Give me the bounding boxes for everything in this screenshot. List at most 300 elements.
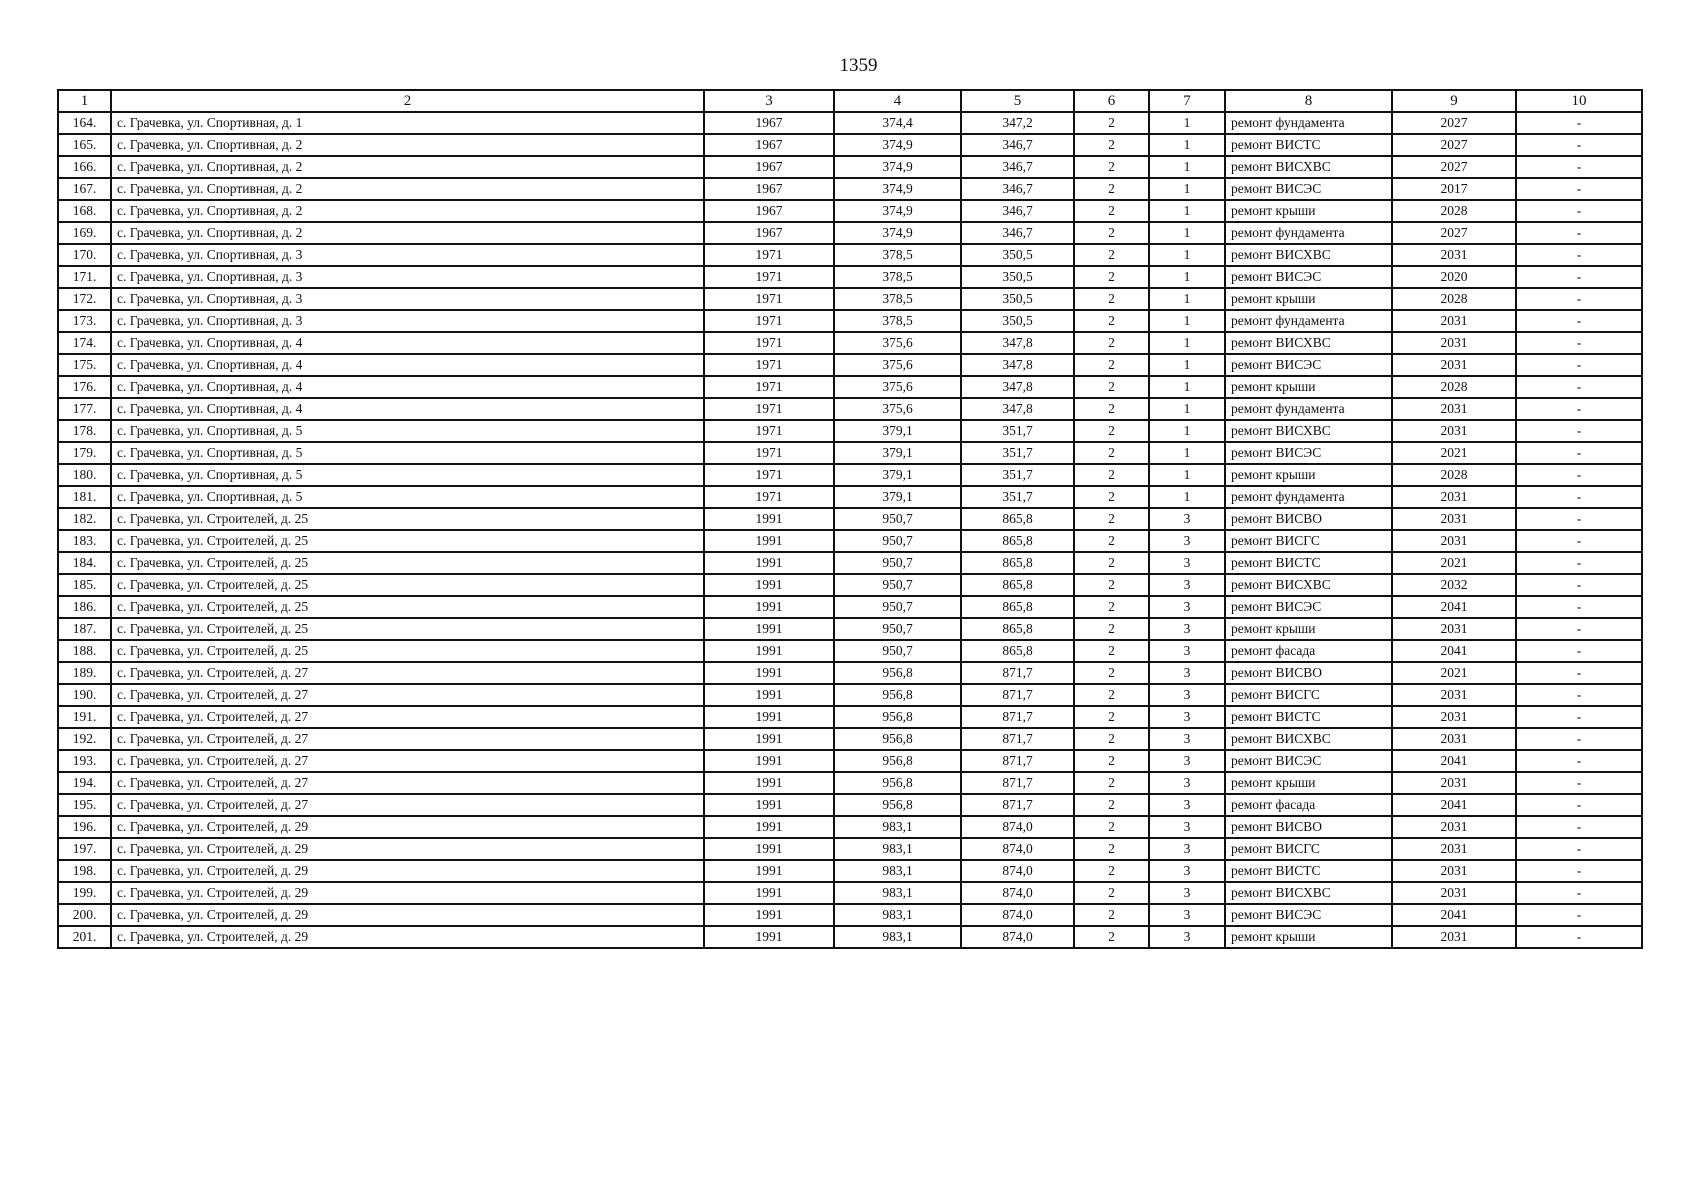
cell-work-type: ремонт ВИСХВС (1225, 156, 1392, 178)
cell-living-area: 347,8 (961, 398, 1074, 420)
cell-address: с. Грачевка, ул. Строителей, д. 29 (111, 816, 704, 838)
cell-total-area: 983,1 (834, 816, 961, 838)
cell-floors: 2 (1074, 398, 1149, 420)
table-row (58, 332, 1642, 354)
cell-row-number: 195. (58, 794, 111, 816)
cell-work-type: ремонт фундамента (1225, 222, 1392, 244)
cell-floors: 2 (1074, 640, 1149, 662)
cell-row-number: 166. (58, 156, 111, 178)
cell-row-number: 181. (58, 486, 111, 508)
cell-living-area: 865,8 (961, 508, 1074, 530)
table-row (58, 442, 1642, 464)
cell-row-number: 168. (58, 200, 111, 222)
cell-planned-year: 2028 (1392, 464, 1516, 486)
cell-address: с. Грачевка, ул. Строителей, д. 29 (111, 838, 704, 860)
cell-total-area: 378,5 (834, 244, 961, 266)
cell-planned-year: 2031 (1392, 354, 1516, 376)
cell-living-area: 865,8 (961, 640, 1074, 662)
cell-work-type: ремонт ВИСЭС (1225, 178, 1392, 200)
table-row (58, 134, 1642, 156)
cell-year-built: 1967 (704, 222, 834, 244)
cell-note: - (1516, 244, 1642, 266)
cell-entrances: 3 (1149, 794, 1225, 816)
cell-total-area: 374,9 (834, 156, 961, 178)
cell-total-area: 956,8 (834, 794, 961, 816)
cell-address: с. Грачевка, ул. Спортивная, д. 4 (111, 354, 704, 376)
cell-entrances: 1 (1149, 200, 1225, 222)
cell-address: с. Грачевка, ул. Строителей, д. 29 (111, 860, 704, 882)
cell-work-type: ремонт ВИСЭС (1225, 750, 1392, 772)
cell-entrances: 3 (1149, 530, 1225, 552)
cell-planned-year: 2028 (1392, 288, 1516, 310)
cell-planned-year: 2031 (1392, 728, 1516, 750)
cell-living-area: 346,7 (961, 222, 1074, 244)
cell-planned-year: 2021 (1392, 552, 1516, 574)
cell-floors: 2 (1074, 420, 1149, 442)
cell-year-built: 1991 (704, 596, 834, 618)
cell-planned-year: 2031 (1392, 772, 1516, 794)
table-row (58, 420, 1642, 442)
cell-year-built: 1971 (704, 442, 834, 464)
cell-note: - (1516, 376, 1642, 398)
cell-address: с. Грачевка, ул. Спортивная, д. 2 (111, 156, 704, 178)
cell-planned-year: 2028 (1392, 200, 1516, 222)
cell-address: с. Грачевка, ул. Спортивная, д. 4 (111, 398, 704, 420)
cell-planned-year: 2031 (1392, 684, 1516, 706)
cell-row-number: 190. (58, 684, 111, 706)
table-row (58, 508, 1642, 530)
cell-total-area: 956,8 (834, 706, 961, 728)
cell-year-built: 1971 (704, 244, 834, 266)
cell-year-built: 1991 (704, 552, 834, 574)
cell-floors: 2 (1074, 354, 1149, 376)
cell-row-number: 165. (58, 134, 111, 156)
cell-address: с. Грачевка, ул. Спортивная, д. 3 (111, 310, 704, 332)
cell-row-number: 167. (58, 178, 111, 200)
cell-planned-year: 2031 (1392, 398, 1516, 420)
cell-total-area: 956,8 (834, 662, 961, 684)
cell-work-type: ремонт ВИСХВС (1225, 420, 1392, 442)
cell-living-area: 351,7 (961, 420, 1074, 442)
cell-entrances: 1 (1149, 134, 1225, 156)
cell-work-type: ремонт крыши (1225, 464, 1392, 486)
cell-row-number: 187. (58, 618, 111, 640)
table-row (58, 178, 1642, 200)
column-header-1: 1 (58, 90, 111, 112)
cell-address: с. Грачевка, ул. Строителей, д. 29 (111, 926, 704, 948)
cell-row-number: 174. (58, 332, 111, 354)
cell-total-area: 956,8 (834, 750, 961, 772)
cell-total-area: 956,8 (834, 728, 961, 750)
cell-work-type: ремонт ВИСГС (1225, 684, 1392, 706)
cell-year-built: 1971 (704, 354, 834, 376)
table-row (58, 860, 1642, 882)
cell-living-area: 350,5 (961, 244, 1074, 266)
cell-total-area: 950,7 (834, 640, 961, 662)
cell-total-area: 374,9 (834, 200, 961, 222)
cell-note: - (1516, 486, 1642, 508)
cell-note: - (1516, 772, 1642, 794)
cell-note: - (1516, 156, 1642, 178)
cell-entrances: 1 (1149, 244, 1225, 266)
cell-year-built: 1971 (704, 332, 834, 354)
table-row (58, 486, 1642, 508)
cell-total-area: 950,7 (834, 618, 961, 640)
cell-living-area: 871,7 (961, 728, 1074, 750)
cell-note: - (1516, 552, 1642, 574)
cell-planned-year: 2031 (1392, 816, 1516, 838)
table-row (58, 882, 1642, 904)
cell-year-built: 1991 (704, 860, 834, 882)
cell-living-area: 346,7 (961, 134, 1074, 156)
cell-total-area: 378,5 (834, 266, 961, 288)
cell-planned-year: 2021 (1392, 662, 1516, 684)
cell-entrances: 1 (1149, 376, 1225, 398)
cell-entrances: 1 (1149, 332, 1225, 354)
cell-floors: 2 (1074, 310, 1149, 332)
cell-year-built: 1991 (704, 618, 834, 640)
cell-total-area: 375,6 (834, 376, 961, 398)
cell-floors: 2 (1074, 156, 1149, 178)
cell-note: - (1516, 442, 1642, 464)
cell-work-type: ремонт ВИСТС (1225, 860, 1392, 882)
cell-floors: 2 (1074, 486, 1149, 508)
cell-floors: 2 (1074, 376, 1149, 398)
cell-note: - (1516, 816, 1642, 838)
cell-work-type: ремонт крыши (1225, 772, 1392, 794)
cell-total-area: 374,9 (834, 134, 961, 156)
cell-year-built: 1991 (704, 574, 834, 596)
cell-year-built: 1991 (704, 794, 834, 816)
cell-planned-year: 2032 (1392, 574, 1516, 596)
cell-row-number: 192. (58, 728, 111, 750)
cell-note: - (1516, 354, 1642, 376)
cell-living-area: 346,7 (961, 200, 1074, 222)
cell-work-type: ремонт ВИСВО (1225, 816, 1392, 838)
cell-row-number: 194. (58, 772, 111, 794)
cell-work-type: ремонт фундамента (1225, 398, 1392, 420)
cell-work-type: ремонт ВИСХВС (1225, 332, 1392, 354)
cell-note: - (1516, 684, 1642, 706)
cell-row-number: 171. (58, 266, 111, 288)
cell-address: с. Грачевка, ул. Строителей, д. 25 (111, 574, 704, 596)
cell-planned-year: 2027 (1392, 156, 1516, 178)
table-row (58, 926, 1642, 948)
cell-floors: 2 (1074, 662, 1149, 684)
cell-total-area: 375,6 (834, 354, 961, 376)
cell-work-type: ремонт фундамента (1225, 486, 1392, 508)
cell-floors: 2 (1074, 530, 1149, 552)
cell-year-built: 1991 (704, 662, 834, 684)
cell-living-area: 865,8 (961, 574, 1074, 596)
cell-work-type: ремонт ВИСГС (1225, 530, 1392, 552)
column-header-9: 9 (1392, 90, 1516, 112)
cell-total-area: 374,9 (834, 178, 961, 200)
table-row (58, 156, 1642, 178)
cell-address: с. Грачевка, ул. Строителей, д. 27 (111, 662, 704, 684)
cell-living-area: 874,0 (961, 838, 1074, 860)
cell-note: - (1516, 574, 1642, 596)
cell-work-type: ремонт фасада (1225, 640, 1392, 662)
cell-floors: 2 (1074, 112, 1149, 134)
table-row (58, 112, 1642, 134)
cell-living-area: 874,0 (961, 904, 1074, 926)
cell-note: - (1516, 178, 1642, 200)
column-header-10: 10 (1516, 90, 1642, 112)
cell-floors: 2 (1074, 574, 1149, 596)
cell-living-area: 347,2 (961, 112, 1074, 134)
cell-living-area: 347,8 (961, 376, 1074, 398)
cell-total-area: 375,6 (834, 398, 961, 420)
cell-row-number: 173. (58, 310, 111, 332)
cell-living-area: 871,7 (961, 662, 1074, 684)
cell-address: с. Грачевка, ул. Строителей, д. 25 (111, 640, 704, 662)
table-row (58, 288, 1642, 310)
cell-floors: 2 (1074, 222, 1149, 244)
cell-total-area: 983,1 (834, 926, 961, 948)
cell-note: - (1516, 332, 1642, 354)
cell-note: - (1516, 508, 1642, 530)
cell-entrances: 1 (1149, 112, 1225, 134)
cell-work-type: ремонт крыши (1225, 288, 1392, 310)
cell-planned-year: 2020 (1392, 266, 1516, 288)
cell-address: с. Грачевка, ул. Строителей, д. 25 (111, 530, 704, 552)
cell-total-area: 983,1 (834, 838, 961, 860)
cell-floors: 2 (1074, 926, 1149, 948)
cell-living-area: 871,7 (961, 684, 1074, 706)
column-header-2: 2 (111, 90, 704, 112)
cell-planned-year: 2031 (1392, 860, 1516, 882)
cell-planned-year: 2027 (1392, 222, 1516, 244)
cell-note: - (1516, 530, 1642, 552)
cell-address: с. Грачевка, ул. Строителей, д. 27 (111, 772, 704, 794)
cell-row-number: 184. (58, 552, 111, 574)
cell-total-area: 379,1 (834, 486, 961, 508)
cell-entrances: 1 (1149, 266, 1225, 288)
cell-year-built: 1991 (704, 706, 834, 728)
cell-total-area: 378,5 (834, 310, 961, 332)
cell-row-number: 183. (58, 530, 111, 552)
cell-floors: 2 (1074, 200, 1149, 222)
column-header-4: 4 (834, 90, 961, 112)
cell-address: с. Грачевка, ул. Строителей, д. 25 (111, 508, 704, 530)
cell-address: с. Грачевка, ул. Спортивная, д. 4 (111, 332, 704, 354)
cell-living-area: 874,0 (961, 860, 1074, 882)
cell-planned-year: 2031 (1392, 486, 1516, 508)
cell-planned-year: 2041 (1392, 794, 1516, 816)
cell-planned-year: 2031 (1392, 332, 1516, 354)
cell-row-number: 176. (58, 376, 111, 398)
table-header-row (58, 90, 1642, 112)
cell-entrances: 1 (1149, 354, 1225, 376)
cell-planned-year: 2031 (1392, 244, 1516, 266)
cell-total-area: 374,9 (834, 222, 961, 244)
cell-note: - (1516, 222, 1642, 244)
cell-work-type: ремонт фундамента (1225, 112, 1392, 134)
cell-row-number: 179. (58, 442, 111, 464)
cell-entrances: 3 (1149, 640, 1225, 662)
cell-entrances: 3 (1149, 552, 1225, 574)
cell-address: с. Грачевка, ул. Спортивная, д. 2 (111, 178, 704, 200)
cell-planned-year: 2027 (1392, 112, 1516, 134)
table-row (58, 552, 1642, 574)
column-header-6: 6 (1074, 90, 1149, 112)
cell-entrances: 3 (1149, 772, 1225, 794)
cell-entrances: 1 (1149, 398, 1225, 420)
cell-row-number: 185. (58, 574, 111, 596)
cell-work-type: ремонт ВИСВО (1225, 508, 1392, 530)
cell-address: с. Грачевка, ул. Строителей, д. 27 (111, 706, 704, 728)
cell-total-area: 379,1 (834, 464, 961, 486)
cell-year-built: 1991 (704, 684, 834, 706)
cell-year-built: 1991 (704, 904, 834, 926)
cell-row-number: 198. (58, 860, 111, 882)
cell-row-number: 193. (58, 750, 111, 772)
cell-total-area: 374,4 (834, 112, 961, 134)
cell-work-type: ремонт ВИСХВС (1225, 244, 1392, 266)
cell-entrances: 1 (1149, 420, 1225, 442)
table-body (58, 112, 1642, 948)
cell-year-built: 1971 (704, 398, 834, 420)
cell-living-area: 350,5 (961, 310, 1074, 332)
cell-work-type: ремонт крыши (1225, 618, 1392, 640)
cell-floors: 2 (1074, 860, 1149, 882)
cell-planned-year: 2041 (1392, 904, 1516, 926)
cell-note: - (1516, 420, 1642, 442)
cell-living-area: 350,5 (961, 288, 1074, 310)
cell-floors: 2 (1074, 816, 1149, 838)
cell-living-area: 871,7 (961, 794, 1074, 816)
cell-planned-year: 2031 (1392, 310, 1516, 332)
cell-address: с. Грачевка, ул. Спортивная, д. 3 (111, 244, 704, 266)
cell-living-area: 351,7 (961, 442, 1074, 464)
cell-address: с. Грачевка, ул. Строителей, д. 27 (111, 750, 704, 772)
cell-floors: 2 (1074, 464, 1149, 486)
cell-living-area: 865,8 (961, 596, 1074, 618)
cell-year-built: 1991 (704, 838, 834, 860)
cell-total-area: 950,7 (834, 508, 961, 530)
table-row (58, 222, 1642, 244)
cell-floors: 2 (1074, 244, 1149, 266)
cell-planned-year: 2031 (1392, 926, 1516, 948)
cell-year-built: 1967 (704, 112, 834, 134)
cell-year-built: 1967 (704, 200, 834, 222)
cell-total-area: 983,1 (834, 882, 961, 904)
table-row (58, 266, 1642, 288)
cell-total-area: 950,7 (834, 530, 961, 552)
cell-entrances: 1 (1149, 288, 1225, 310)
cell-address: с. Грачевка, ул. Строителей, д. 25 (111, 596, 704, 618)
cell-living-area: 865,8 (961, 530, 1074, 552)
cell-floors: 2 (1074, 750, 1149, 772)
cell-entrances: 3 (1149, 728, 1225, 750)
cell-living-area: 874,0 (961, 816, 1074, 838)
cell-planned-year: 2017 (1392, 178, 1516, 200)
cell-floors: 2 (1074, 552, 1149, 574)
cell-living-area: 874,0 (961, 882, 1074, 904)
registry-table (57, 89, 1643, 949)
cell-note: - (1516, 398, 1642, 420)
cell-living-area: 871,7 (961, 772, 1074, 794)
cell-year-built: 1971 (704, 420, 834, 442)
cell-note: - (1516, 860, 1642, 882)
cell-row-number: 172. (58, 288, 111, 310)
cell-planned-year: 2021 (1392, 442, 1516, 464)
cell-note: - (1516, 640, 1642, 662)
table-row (58, 596, 1642, 618)
cell-work-type: ремонт ВИСВО (1225, 662, 1392, 684)
cell-entrances: 1 (1149, 222, 1225, 244)
cell-address: с. Грачевка, ул. Спортивная, д. 5 (111, 442, 704, 464)
cell-year-built: 1991 (704, 926, 834, 948)
cell-note: - (1516, 266, 1642, 288)
cell-living-area: 351,7 (961, 464, 1074, 486)
cell-address: с. Грачевка, ул. Строителей, д. 27 (111, 728, 704, 750)
column-header-7: 7 (1149, 90, 1225, 112)
cell-floors: 2 (1074, 332, 1149, 354)
cell-work-type: ремонт ВИСЭС (1225, 266, 1392, 288)
cell-planned-year: 2031 (1392, 420, 1516, 442)
cell-address: с. Грачевка, ул. Спортивная, д. 4 (111, 376, 704, 398)
cell-row-number: 188. (58, 640, 111, 662)
cell-floors: 2 (1074, 178, 1149, 200)
table-row (58, 244, 1642, 266)
cell-living-area: 865,8 (961, 618, 1074, 640)
cell-living-area: 347,8 (961, 354, 1074, 376)
cell-year-built: 1991 (704, 640, 834, 662)
cell-address: с. Грачевка, ул. Спортивная, д. 2 (111, 134, 704, 156)
cell-year-built: 1971 (704, 486, 834, 508)
cell-planned-year: 2031 (1392, 838, 1516, 860)
table-row (58, 794, 1642, 816)
cell-note: - (1516, 596, 1642, 618)
cell-total-area: 378,5 (834, 288, 961, 310)
cell-year-built: 1971 (704, 464, 834, 486)
cell-note: - (1516, 310, 1642, 332)
cell-planned-year: 2041 (1392, 596, 1516, 618)
cell-note: - (1516, 794, 1642, 816)
cell-year-built: 1991 (704, 728, 834, 750)
cell-entrances: 3 (1149, 838, 1225, 860)
cell-work-type: ремонт ВИСГС (1225, 838, 1392, 860)
column-header-3: 3 (704, 90, 834, 112)
cell-row-number: 177. (58, 398, 111, 420)
table-row (58, 772, 1642, 794)
table-row (58, 640, 1642, 662)
cell-entrances: 3 (1149, 750, 1225, 772)
cell-floors: 2 (1074, 684, 1149, 706)
cell-planned-year: 2027 (1392, 134, 1516, 156)
cell-row-number: 201. (58, 926, 111, 948)
cell-floors: 2 (1074, 266, 1149, 288)
cell-work-type: ремонт ВИСЭС (1225, 442, 1392, 464)
cell-entrances: 3 (1149, 596, 1225, 618)
cell-row-number: 199. (58, 882, 111, 904)
cell-note: - (1516, 750, 1642, 772)
table-row (58, 200, 1642, 222)
cell-address: с. Грачевка, ул. Спортивная, д. 3 (111, 266, 704, 288)
cell-total-area: 950,7 (834, 596, 961, 618)
cell-note: - (1516, 882, 1642, 904)
cell-year-built: 1991 (704, 750, 834, 772)
table-row (58, 706, 1642, 728)
cell-row-number: 170. (58, 244, 111, 266)
cell-floors: 2 (1074, 442, 1149, 464)
cell-total-area: 950,7 (834, 574, 961, 596)
column-header-8: 8 (1225, 90, 1392, 112)
cell-floors: 2 (1074, 882, 1149, 904)
cell-entrances: 3 (1149, 882, 1225, 904)
